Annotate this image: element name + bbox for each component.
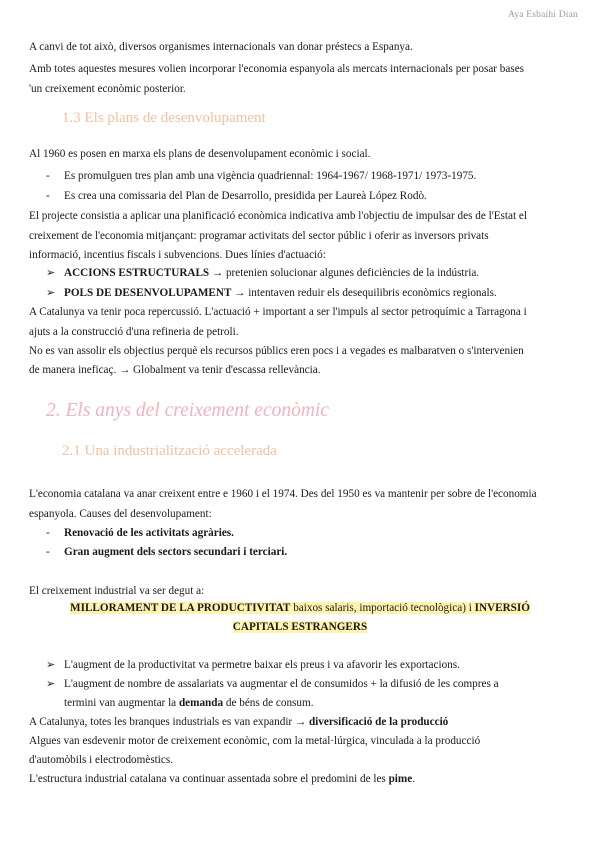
dash-bullet: - [46,190,50,202]
highlight-line-2 [0,620,600,634]
highlighted-bold-term: INVERSIÓ [474,602,530,614]
section2-paragraph-3 [29,715,448,729]
bold-term: ACCIONS ESTRUCTURALS [64,267,210,279]
list-item-text: → intentaven reduir els desequilibris econòmics regionals. [231,287,497,299]
bold-list-item-text: Renovació de les activitats agràries. [64,527,234,539]
highlighted-bold-term: CAPITALS ESTRANGERS [232,621,368,633]
intro-paragraph-1: A canvi de tot això, diversos organismes internacionals van donar préstecs a Espanya. [29,41,413,53]
paragraph-text: A Catalunya, totes les branques industrials es van expandir → [29,716,309,728]
highlighted-text: baixos salaris, importació tecnològica) i [290,602,475,614]
intro-paragraph-2b: 'un creixement econòmic posterior. [29,83,186,95]
list-item-text: L'augment de la productivitat va permetre baixar els preus i va afavorir les exportacions. [64,659,460,671]
list-item-text: Es promulguen tres plan amb una vigència quadriennal: 1964-1967/ 1968-1971/ 1973-1975. [64,170,477,182]
bold-term: diversificació de la producció [308,716,449,728]
highlighted-bold-term: MILLORAMENT DE LA PRODUCTIVITAT [70,602,291,614]
section-2-heading: 2. Els anys del creixement econòmic [46,400,330,421]
arrow-bullet-icon: ➢ [46,287,56,299]
section2-dash-item-2 [46,545,287,559]
section2-paragraph-5 [29,772,415,786]
section13-paragraph-2a: El projecte consistia a aplicar una planificació econòmica indicativa amb l'objectiu de impulsar des de l'Estat el [29,210,527,222]
section13-paragraph-4a: No es van assolir els objectius perquè els recursos públics eren pocs i a vegades es malbaratven o s'intervenien [29,345,524,357]
section2-paragraph-4a: Algues van esdevenir motor de creixement econòmic, com la metal·lúrgica, vinculada a la producció [29,735,481,747]
section2-paragraph-1b: espanyola. Causes del desenvolupament: [29,508,212,520]
list-item-text: → pretenien solucionar algunes deficiències de la indústria. [209,267,480,279]
bold-term: POLS DE DESENVOLUPAMENT [64,287,232,299]
section13-paragraph-3b: ajuts a la construcció d'una refineria de petroli. [29,326,239,338]
arrow-bullet-icon: ➢ [46,659,56,671]
section13-paragraph-2c: informació, incentius fiscals i subvencions. Dues línies d'actuació: [29,249,326,261]
list-item-text: Es crea una comissaria del Plan de Desarrollo, presidida per Laureà López Rodò. [64,190,427,202]
dash-bullet: - [46,527,50,539]
author-header: Aya Esbaihi Dian [508,10,578,20]
section2-paragraph-2: El creixement industrial va ser degut a: [29,585,205,597]
list-item-text: L'augment de nombre de assalariats va augmentar el de consumidos + la difusió de les compres a [64,678,499,690]
section13-arrow-item-1 [46,266,479,280]
section13-paragraph-1: Al 1960 es posen en marxa els plans de desenvolupament econòmic i social. [29,148,371,160]
section13-arrow-item-2 [46,286,497,300]
section2-arrow-item-2-continued [46,696,314,710]
section2-arrow-item-1 [46,658,460,672]
section13-dash-item-2 [46,189,427,203]
list-item-text: termini van augmentar la [64,697,179,709]
paragraph-text: . [412,773,415,785]
arrow-bullet-icon: ➢ [46,678,56,690]
dash-bullet: - [46,546,50,558]
intro-paragraph-2a: Amb totes aquestes mesures volien incorporar l'economia espanyola als mercats internacionals per posar bases [29,63,525,75]
section2-arrow-item-2 [46,677,499,691]
section13-paragraph-4b: de manera ineficaç. → Globalment va tenir d'escassa rellevància. [29,364,321,376]
highlight-line-1 [0,601,600,615]
list-item-text: de béns de consum. [223,697,314,709]
section13-paragraph-3a: A Catalunya va tenir poca repercussió. L'actuació + important a ser l'impuls al sector petroquímic a Tarragona i [29,306,527,318]
section2-dash-item-1 [46,526,234,540]
section2-paragraph-1a: L'economia catalana va anar creixent entre e 1960 i el 1974. Des del 1950 es va mantenir per sobre de l'economia [29,488,537,500]
section2-paragraph-4b: d'automòbils i electrodomèstics. [29,754,174,766]
section13-dash-item-1 [46,169,476,183]
section-1-3-heading: 1.3 Els plans de desenvolupament [62,110,266,126]
bold-list-item-text: Gran augment dels sectors secundari i terciari. [64,546,288,558]
section-2-1-heading: 2.1 Una industrialització accelerada [62,443,277,459]
arrow-bullet-icon: ➢ [46,267,56,279]
section13-paragraph-2b: creixement de l'economia mitjançant: programar activitats del sector públic i oferir as inversors privats [29,230,489,242]
bold-term: demanda [178,697,224,709]
bold-term: pime [388,773,413,785]
dash-bullet: - [46,170,50,182]
paragraph-text: L'estructura industrial catalana va continuar assentada sobre el predomini de les [29,773,389,785]
